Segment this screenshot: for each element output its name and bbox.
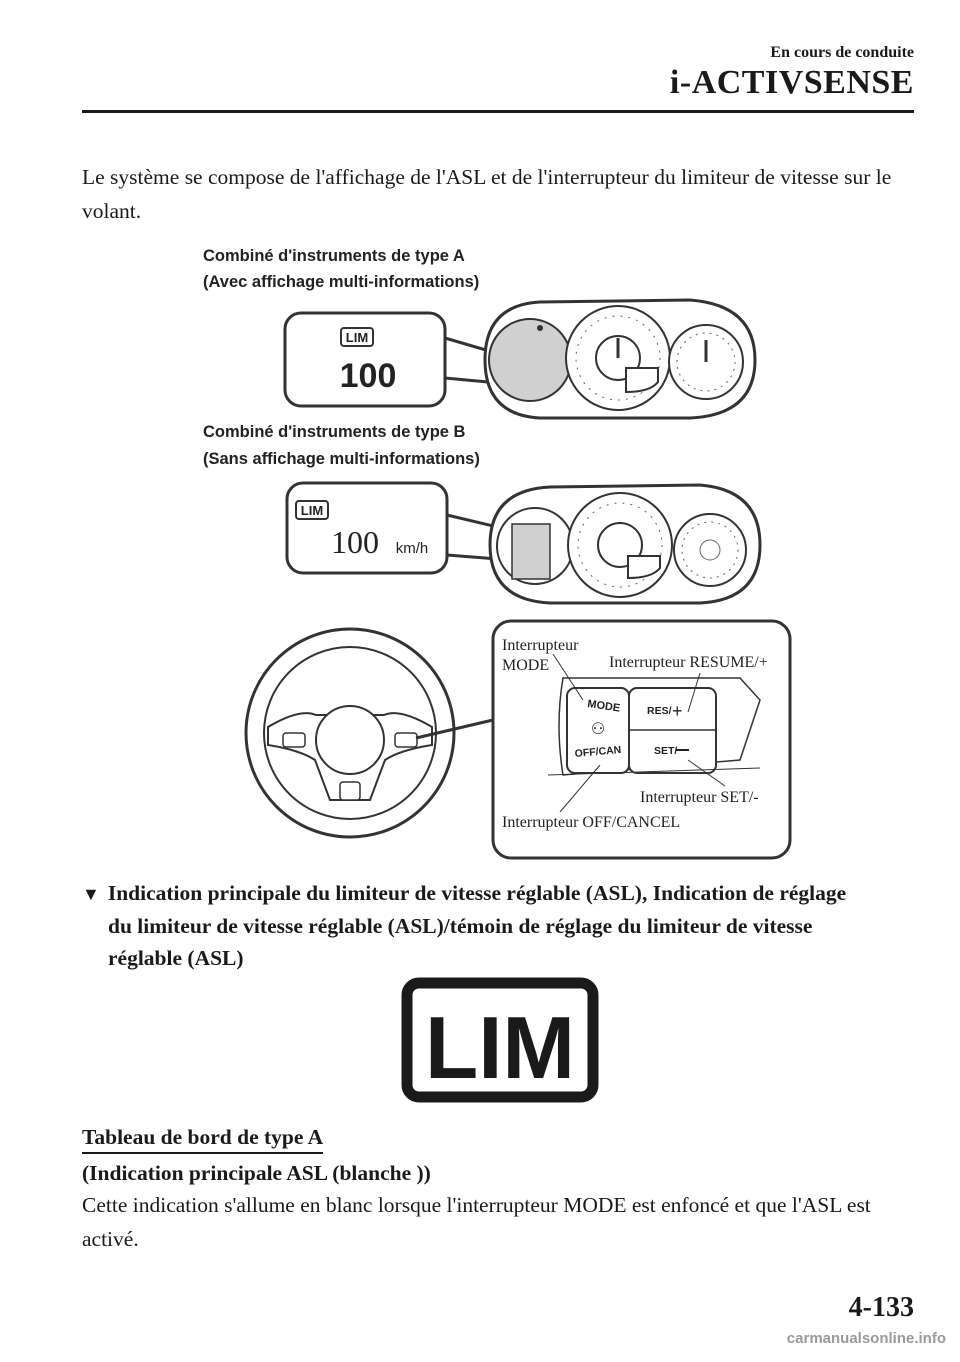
- cluster-a-instruments: [445, 300, 755, 418]
- mode-button-text: MODE: [586, 698, 621, 715]
- cluster-b-sublabel: (Sans affichage multi-informations): [203, 450, 480, 468]
- footer-watermark: carmanualsonline.info: [786, 1330, 946, 1347]
- cluster-b-lim-indicator: LIM: [300, 503, 324, 518]
- cruise-icon: ⚇: [590, 721, 606, 738]
- paragraph-text: Cette indication s'allume en blanc lorsque l'interrupteur MODE est enfoncé et que l'ASL est activé.: [82, 1193, 871, 1251]
- section-heading: [82, 877, 922, 974]
- lim-symbol: [407, 983, 593, 1097]
- lim-symbol-text: LIM: [425, 998, 575, 1097]
- cluster-b-unit: km/h: [395, 540, 429, 557]
- off-can-button-text: OFF/CAN: [574, 743, 622, 760]
- page-number: 4-133: [848, 1292, 914, 1323]
- mode-switch-label: Interrupteur: [502, 637, 579, 654]
- cluster-a-lim-indicator: LIM: [345, 330, 369, 345]
- set-switch-label: Interrupteur SET/-: [640, 789, 759, 806]
- cluster-b-display-callout: [287, 483, 447, 573]
- chapter-title: i-ACTIVSENSE: [669, 64, 914, 101]
- triangle-bullet-icon: ▼: [82, 884, 100, 904]
- steering-wheel: [246, 629, 493, 837]
- set-button-text: SET/: [654, 745, 678, 757]
- cluster-a-label: Combiné d'instruments de type A: [203, 247, 465, 265]
- off-cancel-switch-label: Interrupteur OFF/CANCEL: [502, 814, 681, 831]
- res-button-text: RES/: [647, 705, 672, 717]
- plus-icon: +: [672, 701, 683, 721]
- paragraph-title: (Indication principale ASL (blanche )): [82, 1161, 431, 1185]
- cluster-b-speed: 100: [331, 524, 379, 560]
- mode-switch-label-2: MODE: [502, 657, 550, 674]
- section-heading-line-1: Indication principale du limiteur de vitesse réglable (ASL), Indication de réglage: [107, 881, 847, 905]
- section-heading-line-2: du limiteur de vitesse réglable (ASL)/témoin de réglage du limiteur de vitesse: [108, 914, 813, 938]
- cluster-a-sublabel: (Avec affichage multi-informations): [203, 273, 480, 291]
- cluster-b-label: Combiné d'instruments de type B: [203, 423, 466, 441]
- resume-switch-label: Interrupteur RESUME/+: [609, 654, 768, 671]
- switch-callout: [493, 621, 790, 858]
- cluster-b-instruments: [447, 485, 760, 603]
- subheading: Tableau de bord de type A: [82, 1125, 323, 1154]
- intro-paragraph: Le système se compose de l'affichage de l'ASL et de l'interrupteur du limiteur de vitesse sur le volant.: [82, 165, 892, 223]
- section-title: En cours de conduite: [770, 44, 914, 61]
- section-heading-line-3: réglable (ASL): [108, 946, 244, 970]
- cluster-a-display-callout: [285, 313, 445, 406]
- cluster-a-speed: 100: [339, 357, 397, 395]
